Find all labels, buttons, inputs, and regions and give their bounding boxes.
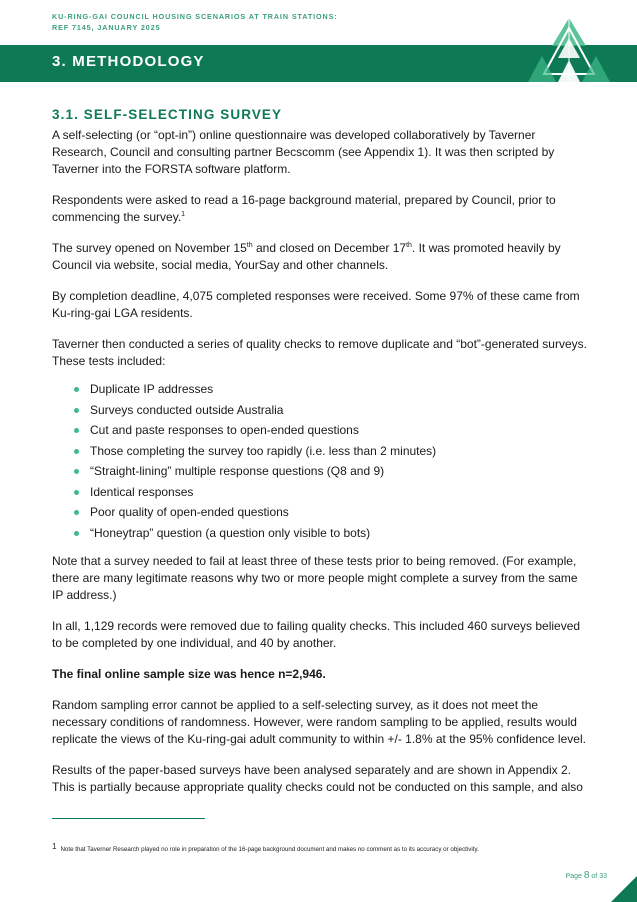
paragraph-3: [52, 240, 592, 274]
bullet-icon: [74, 387, 79, 392]
subheading: 3.1. SELF-SELECTING SURVEY: [52, 107, 283, 122]
list-item: Poor quality of open-ended questions: [52, 502, 592, 523]
list-item: Duplicate IP addresses: [52, 379, 592, 400]
list-item: “Honeytrap” question (a question only visible to bots): [52, 523, 592, 544]
quality-checks-list: [52, 379, 592, 543]
total-pages: 33: [599, 873, 607, 880]
page-label: Page: [565, 873, 582, 880]
footnote: [52, 842, 592, 853]
ordinal-suffix: th: [246, 242, 253, 249]
running-header: KU-RING-GAI COUNCIL HOUSING SCENARIOS AT TRAIN STATIONS: REF 7145, JANUARY 2025: [52, 12, 338, 32]
bullet-icon: [74, 510, 79, 515]
paragraph-2: [52, 192, 592, 226]
bullet-icon: [74, 469, 79, 474]
corner-triangle-icon: [611, 876, 637, 902]
paragraph-1: A self-selecting (or “opt-in”) online questionnaire was developed collaboratively by Taverner Research, Council and consulting partner Becscomm (see Appendix 1). It was then scripted by Taverner into the FORSTA software platform.: [52, 128, 555, 176]
paragraph-9: Random sampling error cannot be applied to a self-selecting survey, as it does not meet the necessary conditions of randomness. However, were random sampling to be applied, results would replicate the views of the Ku-ring-gai adult community to within +/- 1.8% at the 95% confidence level.: [52, 698, 586, 746]
stylized-mountain-logo-icon: [528, 16, 610, 82]
list-item: Surveys conducted outside Australia: [52, 400, 592, 421]
bullet-icon: [74, 449, 79, 454]
bullet-icon: [74, 531, 79, 536]
final-sample-statement: The final online sample size was hence n=2,946.: [52, 667, 326, 681]
bullet-icon: [74, 428, 79, 433]
paragraph-6: Note that a survey needed to fail at least three of these tests prior to being removed. (For example, there are many legitimate reasons why two or more people might complete a survey from the same IP address.): [52, 554, 578, 602]
current-page: 8: [583, 870, 590, 881]
paragraph-4: By completion deadline, 4,075 completed responses were received. Some 97% of these came from Ku-ring-gai LGA residents.: [52, 289, 580, 320]
list-item: Those completing the survey too rapidly (i.e. less than 2 minutes): [52, 441, 592, 462]
page-number: [566, 870, 607, 881]
paragraph-3-part-c: . It was promoted heavily by Council via website, social media, YourSay and other channels.: [52, 241, 561, 272]
bullet-icon: [74, 490, 79, 495]
bullet-icon: [74, 408, 79, 413]
footnote-number: 1: [52, 842, 57, 851]
paragraph-3-part-b: and closed on December 17: [252, 241, 407, 255]
paragraph-3-part-a: The survey opened on November 15: [52, 241, 247, 255]
main-content: [52, 107, 592, 810]
section-title: 3. METHODOLOGY: [52, 53, 205, 70]
paragraph-2-text: Respondents were asked to read a 16-page background material, prepared by Council, prior to commencing the survey.: [52, 193, 556, 224]
paragraph-10: Results of the paper-based surveys have been analysed separately and are shown in Appendix 2. This is partially because appropriate quality checks could not be conducted on this sample, and also: [52, 763, 583, 794]
of-label: of: [591, 873, 598, 880]
list-item: Identical responses: [52, 482, 592, 503]
paragraph-7: In all, 1,129 records were removed due to failing quality checks. This included 460 surveys believed to be completed by one individual, and 40 by another.: [52, 619, 581, 650]
footnote-ref[interactable]: 1: [181, 211, 186, 218]
footnote-divider: [52, 818, 205, 819]
ordinal-suffix: th: [406, 242, 412, 249]
list-item: Cut and paste responses to open-ended questions: [52, 420, 592, 441]
footnote-text: Note that Taverner Research played no role in preparation of the 16-page background document and makes no comment as to its accuracy or objectivity.: [60, 846, 479, 853]
list-item: “Straight-lining” multiple response questions (Q8 and 9): [52, 461, 592, 482]
paragraph-5: Taverner then conducted a series of quality checks to remove duplicate and “bot”-generated surveys. These tests included:: [52, 337, 587, 368]
